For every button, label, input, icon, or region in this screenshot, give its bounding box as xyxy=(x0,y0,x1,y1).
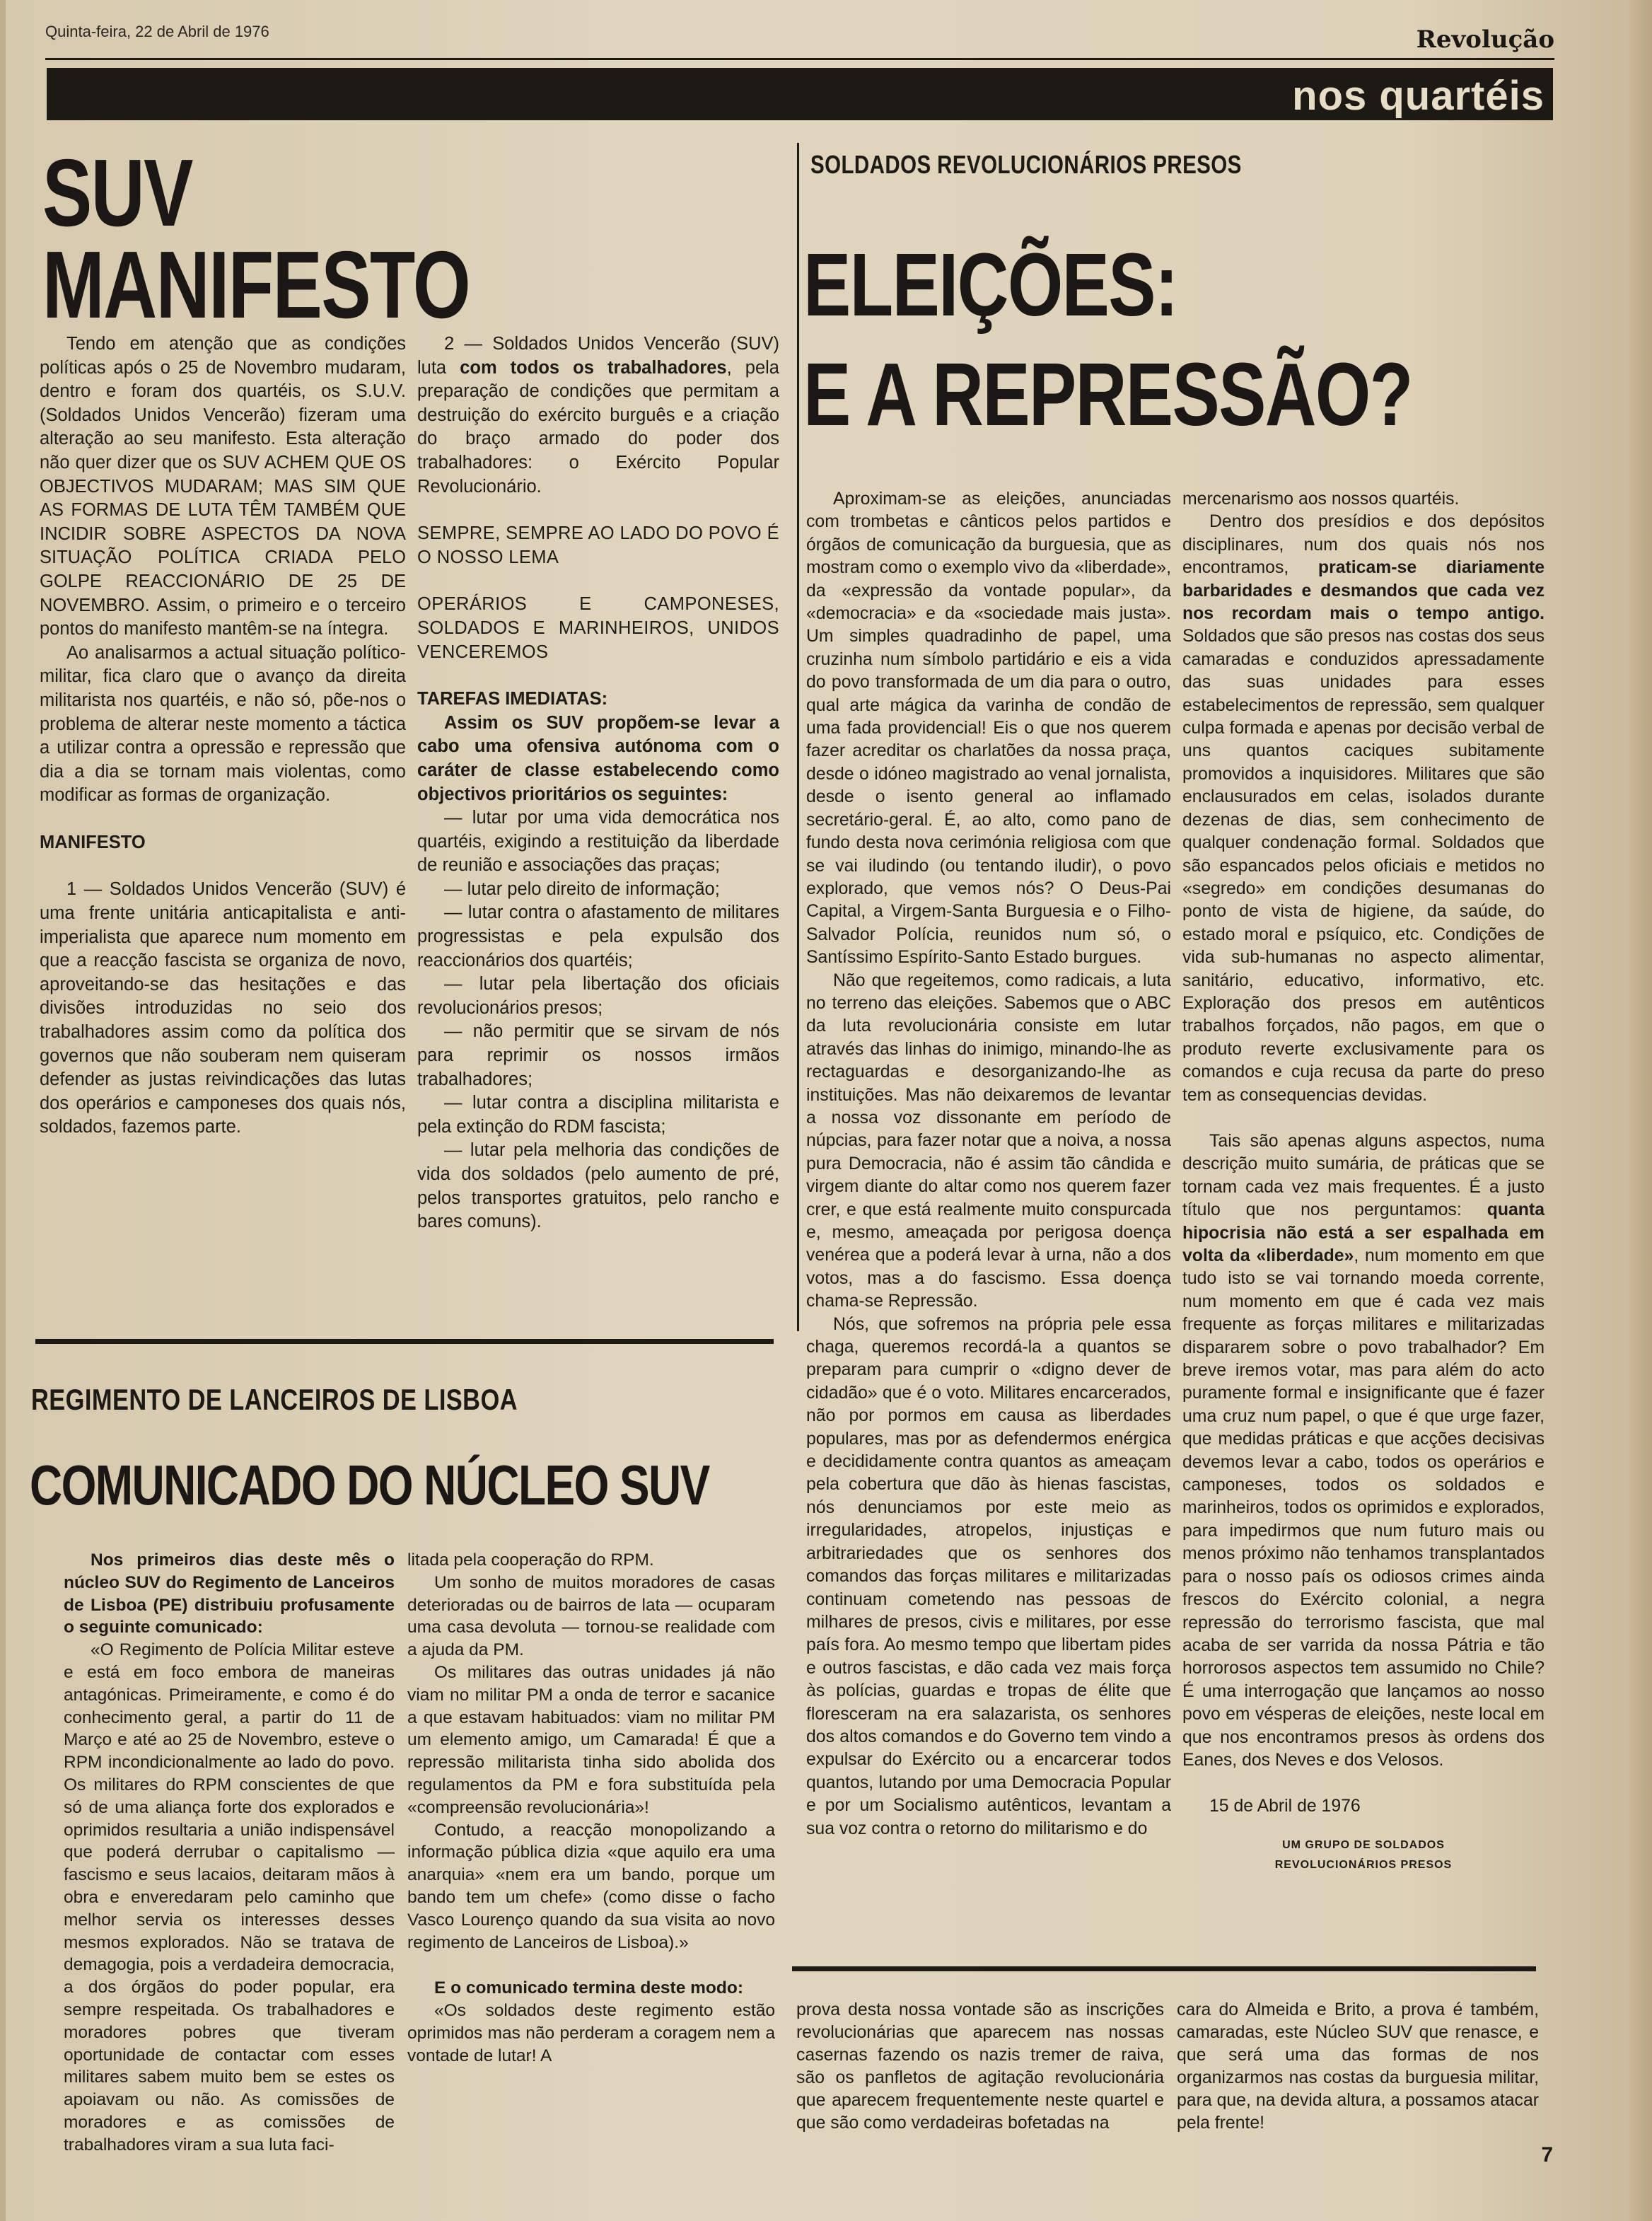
section-title: nos quartéis xyxy=(1292,73,1545,119)
lanceiros-paragraph: prova desta nossa vontade são as inscrições revolucionárias que aparecem nas nossas casernas fazendo os nazis tremer de raiva, são os panfletos de agitação revolucionária que aparecem frequentemente neste quartel e que são como verdadeiras bofetadas na xyxy=(796,2000,1164,2133)
task-item: — não permitir que se sirvam de nós para reprimir os nossos irmãos trabalhadores; xyxy=(417,1021,779,1089)
signature-line: REVOLUCIONÁRIOS PRESOS xyxy=(1274,1858,1453,1871)
page-edge-left xyxy=(0,0,6,2221)
paragraph-bold: praticam-se diariamente barbaridades e desmandos que cada vez nos recordam mais o tempo antigo. xyxy=(1182,558,1545,624)
lanceiros-column-4 xyxy=(1177,1999,1539,2135)
suv-headline-line1: SUV xyxy=(42,139,192,246)
tasks-intro: Assim os SUV propõem-se levar a cabo uma ofensiva autónoma com o caráter de classe estabelecendo como objectivos prioritários os seguintes: xyxy=(417,712,779,804)
eleicoes-paragraph: Aproximam-se as eleições, anunciadas com trombetas e cânticos pelos partidos e órgãos de comunicação da burguesia, que as mostram como o exemplo vivo da «liberdade», da «expressão da vontade popular», da «democracia» e da «sociedade mais justa». Um simples quadradinho de papel, uma cruzinha num símbolo partidário e eis a vida do povo transformada de um dia para o outro, qual arte mágica da varinha de condão de uma fada providencial! Eis o que nos querem fazer acreditar os charlatões da nossa praça, desde o idóneo magistrado ao venal jornalista, desde o isento general ao inflamado secretário-geral. É, ao alto, como pano de fundo desta nova cerimónia religiosa com que se vai iludindo (ou tentando iludir), o povo explorado, que vemos nós? O Deus-Pai Capital, a Virgem-Santa Burguesia e o Filho-Salvador Polícia, reunidos num só, o Santíssimo Espírito-Santo Estado burgues. xyxy=(806,489,1171,968)
paragraph-text: , num momento em que tudo isto se vai tornando moeda corrente, num momento em que é cada vez mais frequente as forças militares e militarizadas dispararem sobre o povo trabalhador? Em breve iremos votar, mas para além do acto puramente formal e insignificante que é fazer uma cruz num papel, o que é que urge fazer, que medidas práticas e que acções decisivas devemos levar a cabo, todos os operários e camponeses, todos os soldados e marinheiros, todos os oprimidos e explorados, para impedirmos que num futuro mais ou menos próximo não tenhamos transplantados para o nosso país os odiosos crimes ainda frescos do Exército colonial, a negra repressão do terrorismo fascista, que mal acaba de ser varrida da nossa Pátria e tão horrorosos aspectos tem assumido no Chile? É uma interrogação que lançamos ao nosso povo em vésperas de eleições, neste local em que nos encontramos presos às ordens dos Eanes, dos Neves e dos Velosos. xyxy=(1182,1246,1545,1770)
point2-text: , pela preparação de condições que permitam a destruição do exército burguês e a criação do braço armado do poder dos trabalhadores: o Exército Popular Revolucionário. xyxy=(417,357,779,497)
paragraph-text: Dentro dos presídios e dos depósitos disciplinares, num dos quais nós nos encontramos, xyxy=(1182,512,1545,578)
point2-text: 2 — Soldados Unidos Vencerão (SUV) luta xyxy=(417,334,779,378)
task-item: — lutar contra a disciplina militarista e pela extinção do RDM fascista; xyxy=(417,1093,779,1137)
eleicoes-paragraph: mercenarismo aos nossos quartéis. xyxy=(1182,489,1460,509)
suv-headline-line2: MANIFESTO xyxy=(42,231,470,338)
task-item: — lutar pelo direito de informação; xyxy=(444,878,720,899)
lanceiros-column-3 xyxy=(796,1999,1164,2135)
eleicoes-headline-line2: E A REPRESSÃO? xyxy=(803,344,1412,444)
point2-bold: com todos os trabalhadores xyxy=(460,357,727,378)
page-edge-right xyxy=(1624,0,1652,2221)
tasks-label: TAREFAS IMEDIATAS: xyxy=(417,689,608,709)
task-item: — lutar pela libertação dos oficiais revolucionários presos; xyxy=(417,974,779,1018)
eleicoes-column-1 xyxy=(806,488,1171,1840)
lanceiros-headline: COMUNICADO DO NÚCLEO SUV xyxy=(30,1454,709,1517)
eleicoes-headline-line1: ELEIÇÕES: xyxy=(803,235,1177,335)
lanceiros-paragraph: Os militares das outras unidades já não viam no militar PM a onda de terror e sacanice a que estavam habituados: viam no militar PM um elemento amigo, um Camarada! É que a repressão militarista tinha sido abolida dos regulamentos da PM e fora substituída pela «compreensão revolucionária»! xyxy=(407,1662,775,1817)
task-item: — lutar por uma vida democrática nos quartéis, exigindo a restituição da liberdade de reunião e associações das praças; xyxy=(417,808,779,876)
page-number: 7 xyxy=(1541,2143,1553,2167)
suv-paragraph: Tendo em atenção que as condições políticas após o 25 de Novembro mudaram, dentro e foram dos quartéis, os S.U.V. (Soldados Unidos Vencerão) fizeram uma alteração ao seu manifesto. Esta alteração não quer dizer que os SUV ACHEM QUE OS OBJECTIVOS MUDARAM; MAS SIM QUE AS FORMAS DE LUTA TÊM TAMBÉM QUE INCIDIR SOBRE ASPECTOS DA NOVA SITUAÇÃO POLÍTICA CRIADA PELO GOLPE REACCIONÁRIO DE 25 DE NOVEMBRO. Assim, o primeiro e o terceiro pontos do manifesto mantêm-se na íntegra. xyxy=(40,334,406,639)
eleicoes-paragraph: Não que regeitemos, como radicais, a luta no terreno das eleições. Sabemos que o ABC da luta revolucionária consiste em lutar através das linhas do inimigo, minando-lhe as rectaguardas e desorganizando-lhe as instituições. Mas não deixaremos de levantar a nossa voz dissonante em período de núpcias, para fazer notar que a noiva, a nossa pura Democracia, não é assim tão cândida e virgem diante do altar como nos querem fazer crer, e que está realmente muito conspurcada e, mesmo, ameaçada por perigosa doença venérea que a poderá levar à urna, não a dos votos, mas a do fascismo. Essa doença chama-se Repressão. xyxy=(806,970,1171,1311)
paragraph-text: Soldados que são presos nas costas dos seus camaradas e conduzidos apressadamente das suas unidades para esses estabelecimentos de repressão, sem qualquer culpa formada e apenas por decisão verbal de uns quantos caciques subitamente promovidos a inquisidores. Militares que são enclausurados em celas, isolados durante dezenas de dias, sem conhecimento de qualquer condenação formal. Soldados que são espancados pelos oficiais e metidos no «segredo» em condições desumanas do ponto de vista de higiene, da saúde, do estado moral e psíquico, etc. Condições de vida sub-humanas no aspecto alimentar, sanitário, educativo, informativo, etc. Exploração dos presos em autênticos trabalhos forçados, não pagos, em que o produto reverte exclusivamente para os comandos e cuja recusa da parte do preso tem as consequencias devidas. xyxy=(1182,627,1545,1105)
manifesto-point-1: 1 — Soldados Unidos Vencerão (SUV) é uma frente unitária anticapitalista e anti-imperialista que aparece num momento em que a reacção fascista se organiza de novo, aproveitando-se das hesitações e das divisões introduzidas no seio dos trabalhadores assim como da política dos governos que não souberam nem quiseram defender as justas reivindicações das lutas dos operários e camponeses dos quais nós, soldados, fazemos parte. xyxy=(40,879,406,1137)
suv-paragraph: Ao analisarmos a actual situação político-militar, fica claro que o avanço da direita militarista nos quartéis, e não só, põe-nos o problema de alterar neste momento a táctica a utilizar contra a opressão e repressão que dia a dia se tornam mais violentas, como modificar as formas de organização. xyxy=(40,642,406,806)
eleicoes-column-2 xyxy=(1182,488,1545,1875)
lanceiros-paragraph: litada pela cooperação do RPM. xyxy=(407,1550,654,1570)
lanceiros-column-2 xyxy=(407,1549,775,2068)
eleicoes-paragraph xyxy=(1182,511,1545,1107)
signature-line: UM GRUPO DE SOLDADOS xyxy=(1282,1838,1445,1851)
issue-date: Quinta-feira, 22 de Abril de 1976 xyxy=(45,23,269,40)
lanceiros-kicker: REGIMENTO DE LANCEIROS DE LISBOA xyxy=(31,1383,518,1416)
eleicoes-kicker: SOLDADOS REVOLUCIONÁRIOS PRESOS xyxy=(810,150,1242,179)
section-rule xyxy=(35,1339,774,1344)
eleicoes-paragraph: Nós, que sofremos na própria pele essa chaga, queremos recordá-la a quantos se preparam para cumprir o «digno dever de cidadão» que é o voto. Militares encarcerados, não por pormos em causa as liberdades populares, mas por as defendermos enérgica e decididamente contra quantos as ameaçam pela cobertura que dão às hienas fascistas, nós denunciamos por este meio as irregularidades, atropelos, injustiças e arbitrariedades que os senhores dos comandos das forças militares e militarizadas continuam cometendo nas pessoas de milhares de presos, civis e militares, por esse país fora. Ao mesmo tempo que libertam pides e outros fascistas, e dão cada vez mais força às polícias, guardas e tropas de élite que floresceram na era salazarista, os senhores dos altos comandos e do Governo tem vindo a expulsar do Exército ou a encarcerar todos quantos, lutando por uma Democracia Popular e por um Socialismo autênticos, levantam a sua voz contra o retorno do militarismo e do xyxy=(806,1314,1171,1838)
lanceiros-end-label: E o comunicado termina deste modo: xyxy=(434,1978,743,1998)
lanceiros-paragraph: Contudo, a reacção monopolizando a informação pública dizia «que aquilo era uma anarquia» «nem era um bando, porque um bando tem um chefe» (como disse o facho Vasco Lourenço quando da sua visita ao novo regimento de Lanceiros de Lisboa).» xyxy=(407,1820,775,1952)
masthead: Revolução xyxy=(1416,25,1554,54)
task-item: — lutar contra o afastamento de militares progressistas e pela expulsão dos reaccionários dos quartéis; xyxy=(417,903,779,970)
lanceiros-paragraph: «O Regimento de Polícia Militar esteve e está em foco embora de maneiras antagónicas. Primeiramente, e como é do conhecimento geral, a partir do 11 de Março e até ao 25 de Novembro, esteve o RPM incondicionalmente ao lado do povo. Os militares do RPM conscientes de que só de uma aliança forte dos explorados e oprimidos resultaria a união indispensável que poderá derrubar o capitalismo — fascismo e seus lacaios, deitaram mãos à obra e enveredaram pelo caminho que melhor servia os interesses desses mesmos explorados. Não se tratava de demagogia, pois a verdadeira democracia, a dos órgãos do poder popular, era sempre respeitada. Os trabalhadores e moradores pobres que tiveram oportunidade de contactar com esses militares sabem muito bem se estes os apoiavam ou não. As comissões de moradores e as comissões de trabalhadores viram a sua luta faci- xyxy=(64,1640,395,2155)
column-divider xyxy=(797,143,799,1331)
lanceiros-paragraph: Um sonho de muitos moradores de casas deterioradas ou de bairros de lata — ocuparam uma casa devoluta — tornou-se realidade com a ajuda da PM. xyxy=(407,1572,775,1660)
lanceiros-intro: Nos primeiros dias deste mês o núcleo SUV do Regimento de Lanceiros de Lisboa (PE) distribuiu profusamente o seguinte comunicado: xyxy=(64,1550,395,1637)
lanceiros-paragraph: cara do Almeida e Brito, a prova é também, camaradas, este Núcleo SUV que renasce, e que será uma das formas de nos organizarmos nas costas da burguesia militar, para que, na devida altura, a possamos atacar pela frente! xyxy=(1177,2000,1539,2133)
lanceiros-end-quote: «Os soldados deste regimento estão oprimidos mas não perderam a coragem nem a vontade de lutar! A xyxy=(407,2001,775,2065)
dateline: 15 de Abril de 1976 xyxy=(1209,1797,1361,1816)
section-rule xyxy=(792,1966,1536,1971)
header-rule xyxy=(45,58,1554,60)
lanceiros-column-1 xyxy=(64,1549,395,2157)
manifesto-point-2 xyxy=(417,332,779,499)
manifesto-label: MANIFESTO xyxy=(40,832,146,852)
paragraph-bold: quanta hipocrisia não está a ser espalhada em volta da «liberdade» xyxy=(1182,1200,1545,1265)
suv-column-1 xyxy=(40,332,406,1140)
suv-column-2 xyxy=(417,332,779,1234)
task-item: — lutar pela melhoria das condições de vida dos soldados (pelo aumento de pré, pelos transportes gratuitos, pelo rancho e bares comuns). xyxy=(417,1140,779,1232)
slogan: OPERÁRIOS E CAMPONESES, SOLDADOS E MARINHEIROS, UNIDOS VENCEREMOS xyxy=(417,594,779,662)
slogan: SEMPRE, SEMPRE AO LADO DO POVO É O NOSSO LEMA xyxy=(417,523,779,567)
paragraph-text: Tais são apenas alguns aspectos, numa descrição muito sumária, de práticas que se tornam cada vez mais frequentes. É a justo título que nos perguntamos: xyxy=(1182,1131,1545,1220)
eleicoes-paragraph xyxy=(1182,1130,1545,1772)
